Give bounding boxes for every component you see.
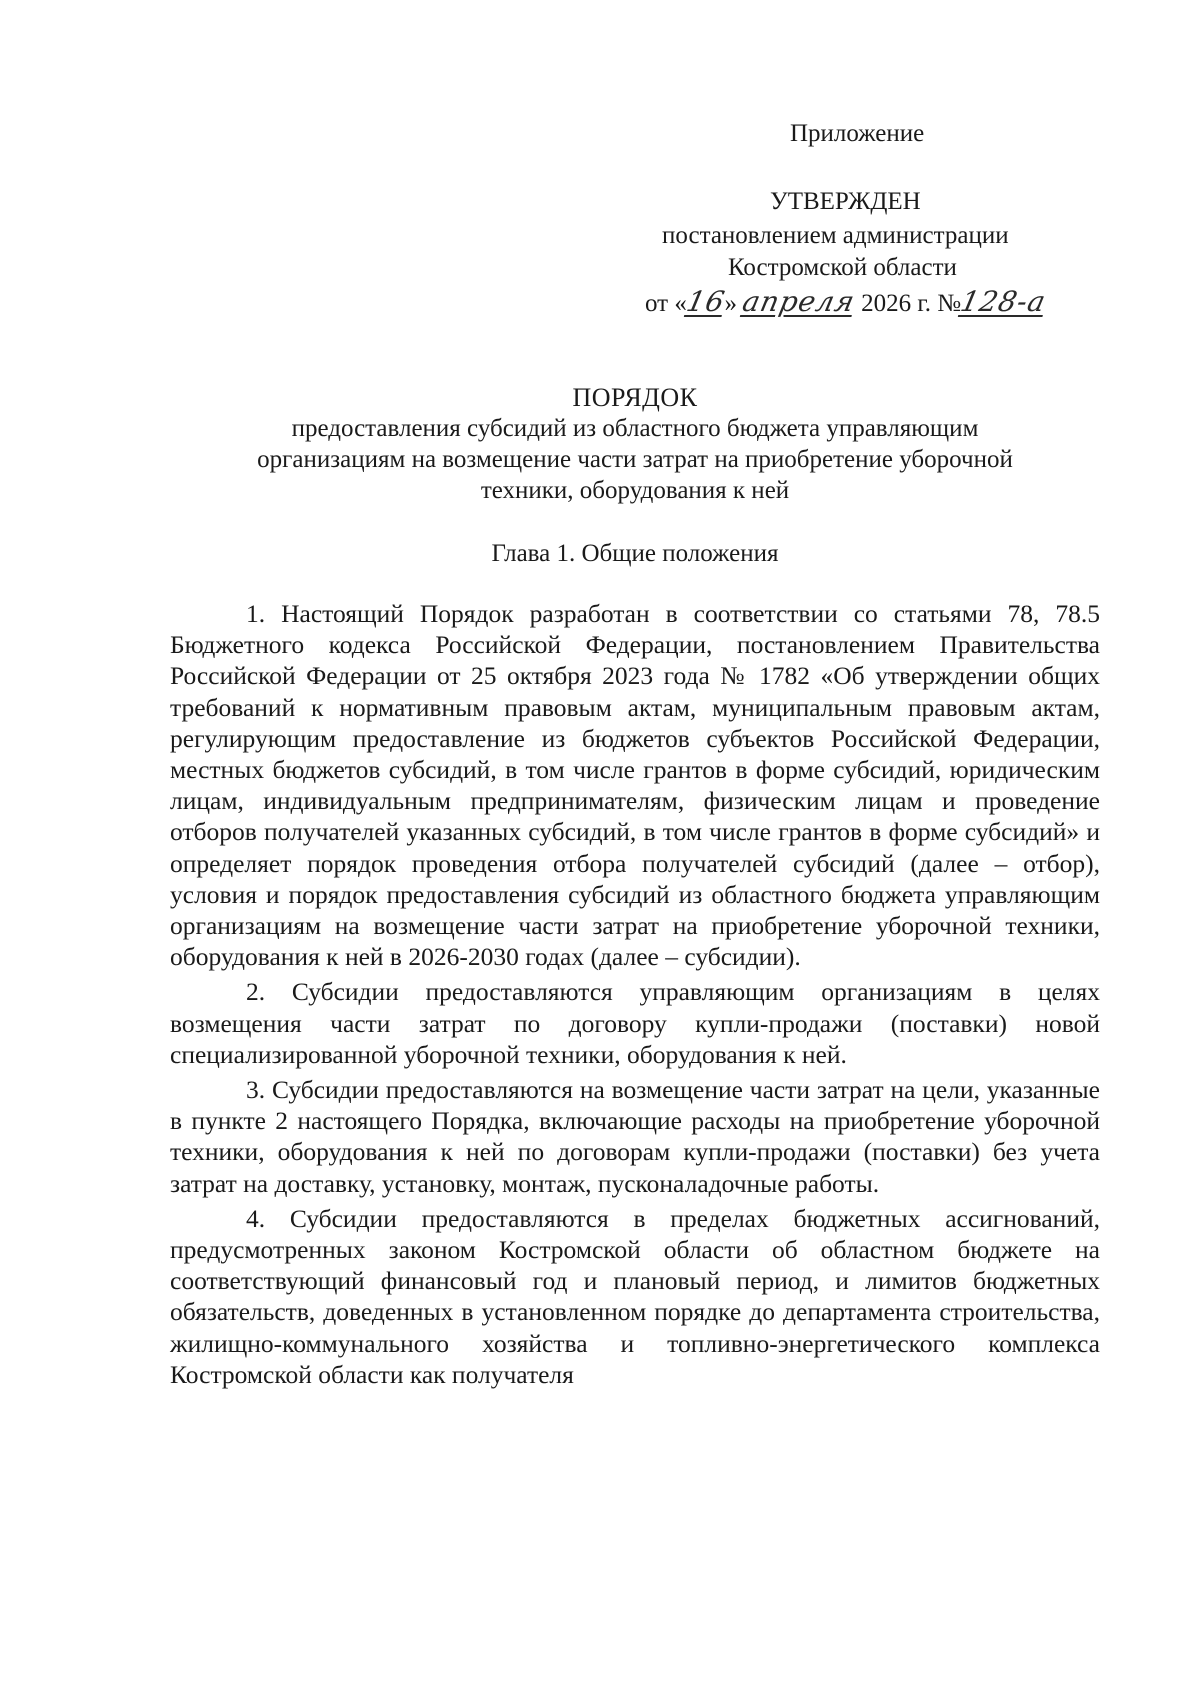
chapter-heading: Глава 1. Общие положения <box>491 540 779 567</box>
handwritten-month: апреля <box>739 285 859 318</box>
region-line: Костромской области <box>728 254 957 281</box>
appendix-label: Приложение <box>790 120 925 147</box>
paragraph-3: 3. Субсидии предоставляются на возмещение части затрат на цели, указанные в пункте 2 настоящего Порядка, включающие расходы на приобретение уборочной техники, оборудования к ней по договорам купли-продажи (поставки) без учета затрат на доставку, установку, монтаж, пусконаладочные работы. <box>170 1075 1100 1198</box>
document-title-block <box>170 382 1100 506</box>
date-year: 2026 г. № <box>854 290 962 317</box>
paragraph-1: 1. Настоящий Порядок разработан в соответствии со статьями 78, 78.5 Бюджетного кодекса Российской Федерации, постановлением Правительства Российской Федерации от 25 октября 2023 года № 1782 «Об утверждении общих требований к нормативным правовым актам, муниципальным правовым актам, регулирующим предоставление из бюджетов субъектов Российской Федерации, местных бюджетов субсидий, в том числе грантов в форме субсидий, юридическим лицам, индивидуальным предпринимателям, физическим лицам и проведение отборов получателей указанных субсидий, в том числе грантов в форме субсидий» и определяет порядок проведения отбора получателей субсидий (далее – отбор), условия и порядок предоставления субсидий из областного бюджета управляющим организациям на возмещение части затрат на приобретение уборочной техники, оборудования к ней в 2026-2030 годах (далее – субсидии). <box>170 599 1100 972</box>
handwritten-doc-number: 128-а <box>957 285 1050 318</box>
date-prefix: от « <box>645 290 687 317</box>
paragraph-2: 2. Субсидии предоставляются управляющим организациям в целях возмещения части затрат по договору купли-продажи (поставки) новой специализированной уборочной техники, оборудования к ней. <box>170 977 1100 1069</box>
document-subtitle-line-3: техники, оборудования к ней <box>480 477 790 504</box>
paragraph-4: 4. Субсидии предоставляются в пределах бюджетных ассигнований, предусмотренных законом Костромской области об областном бюджете на соответствующий финансовый год и плановый период, и лимитов бюджетных обязательств, доведенных в установленном порядке до департамента строительства, жилищно-коммунального хозяйства и топливно-энергетического комплекса Костромской области как получателя <box>170 1203 1100 1389</box>
decree-date-line <box>645 285 1050 320</box>
document-title: ПОРЯДОК <box>572 383 698 412</box>
approved-label: УТВЕРЖДЕН <box>770 188 921 215</box>
handwritten-day: 16 <box>683 285 729 318</box>
document-body <box>170 598 1100 1390</box>
document-subtitle-line-2: организациям на возмещение части затрат на приобретение уборочной <box>257 446 1013 473</box>
date-mid: » <box>724 290 744 317</box>
document-subtitle-line-1: предоставления субсидий из областного бюджета управляющим <box>291 415 979 442</box>
approved-by-line: постановлением администрации <box>662 222 1009 249</box>
